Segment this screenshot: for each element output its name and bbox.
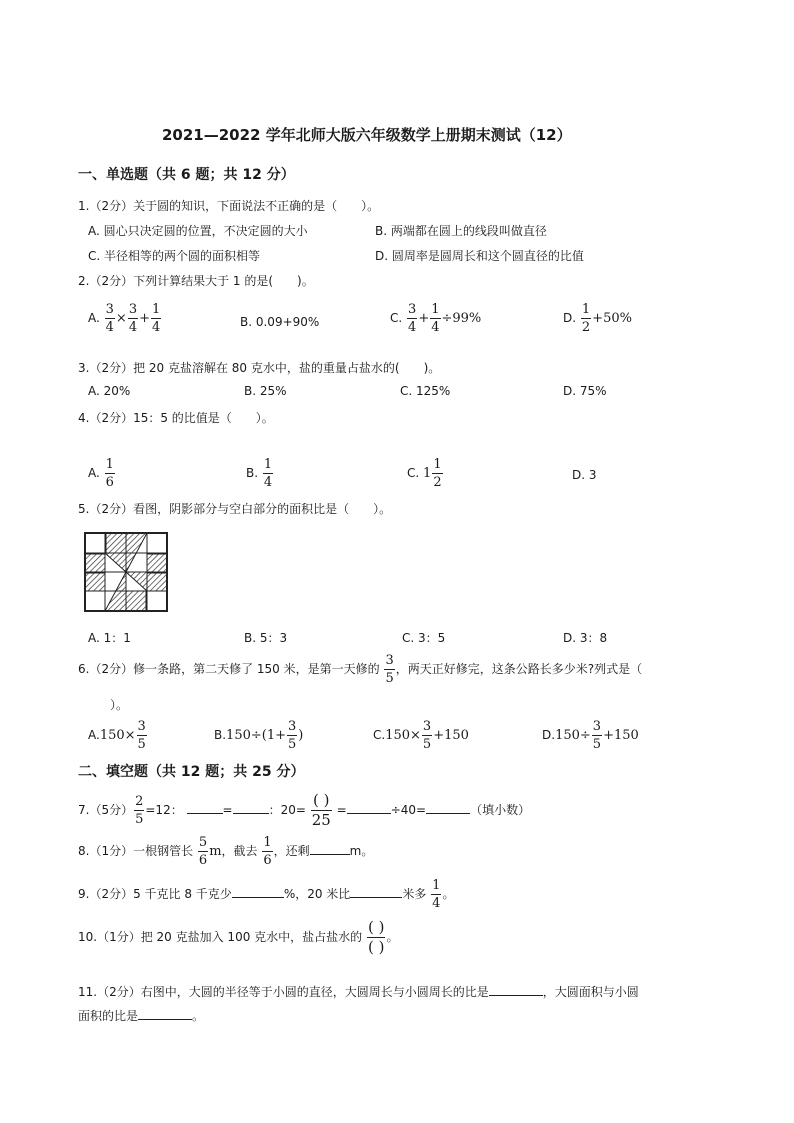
fraction: $\frac{5}{6}$ [198, 835, 208, 868]
fraction: $\frac{1}{6}$ [105, 457, 114, 490]
answer-blank[interactable] [233, 803, 269, 814]
fraction: $\frac{1}{4}$ [431, 302, 440, 335]
question-5-option-d[interactable]: D. 3：8 [563, 631, 608, 645]
fraction: $\frac{1}{6}$ [263, 835, 272, 868]
answer-blank[interactable] [232, 887, 284, 898]
question-3-option-a[interactable]: A. 20% [88, 384, 131, 398]
fraction: $\frac{3}{4}$ [105, 302, 114, 335]
option-label: A. [88, 311, 100, 325]
option-label: A. [88, 466, 100, 480]
fraction: $\frac{1}{4}$ [152, 302, 161, 335]
question-1-option-d[interactable]: D. 圆周率是圆周长和这个圆直径的比值 [375, 249, 584, 263]
question-1-option-b[interactable]: B. 两端都在圆上的线段叫做直径 [375, 224, 547, 238]
question-4-stem: 4.（2分）15：5 的比值是（ ）。 [78, 411, 274, 425]
question-5-option-a[interactable]: A. 1：1 [88, 631, 131, 645]
question-6-option-c[interactable]: C.150× $\frac{3}{5}$ +150 [373, 719, 469, 752]
option-label: C. [390, 311, 403, 325]
question-4-option-a[interactable] [88, 458, 116, 489]
option-label: D. [542, 728, 556, 742]
answer-blank[interactable] [187, 803, 223, 814]
page-title: 2021—2022 学年北师大版六年级数学上册期末测试（12） [162, 126, 572, 144]
question-10: 10.（1分）把 20 克盐加入 100 克水中，盐占盐水的 $\frac{( )}{( )}$ 。 [78, 918, 399, 956]
fraction: $\frac{3}{5}$ [592, 719, 602, 752]
question-8: 8.（1分）一根钢管长 $\frac{5}{6}$ m，截去 $\frac{1}{6}$ ，还剩 m。 [78, 835, 374, 868]
question-6-option-a[interactable]: A.150× $\frac{3}{5}$ [88, 719, 146, 752]
answer-blank[interactable] [426, 803, 470, 814]
question-9: 9.（2分）5 千克比 8 千克少 %，20 米比 米多 $\frac{1}{4}$ 。 [78, 878, 455, 911]
option-label: B. [246, 466, 259, 480]
question-5-stem: 5.（2分）看图，阴影部分与空白部分的面积比是（ ）。 [78, 502, 392, 516]
question-11-line2: 面积的比是 。 [78, 1009, 205, 1023]
question-1-stem: 1.（2分）关于圆的知识，下面说法不正确的是（ ）。 [78, 199, 380, 213]
fraction: $\frac{3}{5}$ [422, 719, 432, 752]
question-2-option-a[interactable]: A. $\frac{3}{4}$ × $\frac{3}{4}$ + $\frac{1}{4}$ [88, 302, 161, 335]
fraction: $\frac{3}{4}$ [128, 302, 138, 335]
answer-blank[interactable] [347, 803, 391, 814]
question-1-option-c[interactable]: C. 半径相等的两个圆的面积相等 [88, 249, 261, 263]
question-2-option-b[interactable]: B. 0.09+90% [240, 315, 320, 329]
question-2-option-c[interactable]: C. $\frac{3}{4}$ + $\frac{1}{4}$ ÷99% [390, 302, 482, 335]
question-4-option-b[interactable] [246, 458, 274, 489]
answer-blank[interactable] [310, 844, 350, 855]
question-6-stem-line2: ）。 [110, 698, 129, 712]
section-heading-single-choice: 一、单选题（共 6 题；共 12 分） [78, 167, 295, 183]
question-7: 7.（5分） $\frac{2}{5}$ =12： = ：20= $\frac{( )}{25}$ = ÷40= （填小数） [78, 791, 531, 829]
question-1-option-a[interactable]: A. 圆心只决定圆的位置，不决定圆的大小 [88, 224, 308, 238]
fraction-blank[interactable]: $\frac{( )}{25}$ [311, 791, 331, 829]
fraction: $\frac{1}{2}$ [433, 457, 442, 490]
question-6-option-d[interactable]: D.150÷ $\frac{3}{5}$ +150 [542, 719, 639, 752]
question-6-stem: 6.（2分）修一条路，第二天修了 150 米，是第一天修的 $\frac{3}{5}$ ，两天正好修完，这条公路长多少米?列式是（ [78, 653, 643, 686]
question-3-option-b[interactable]: B. 25% [244, 384, 287, 398]
question-4-option-d[interactable]: D. 3 [572, 468, 597, 482]
question-3-option-d[interactable]: D. 75% [563, 384, 607, 398]
fraction: $\frac{3}{5}$ [385, 653, 394, 686]
question-2-stem: 2.（2分）下列计算结果大于 1 的是( )。 [78, 274, 314, 288]
option-label: A. [88, 728, 100, 742]
option-label: B. [214, 728, 227, 742]
fraction: $\frac{3}{5}$ [288, 719, 297, 752]
fraction: $\frac{1}{4}$ [263, 457, 273, 490]
fraction: $\frac{3}{4}$ [408, 302, 417, 335]
fraction: $\frac{1}{4}$ [432, 878, 441, 911]
question-3-stem: 3.（2分）把 20 克盐溶解在 80 克水中，盐的重量占盐水的( )。 [78, 361, 441, 375]
question-4-option-c[interactable]: C. 1 $\frac{1}{2}$ [407, 457, 442, 490]
answer-blank[interactable] [350, 887, 402, 898]
section-heading-fill-in: 二、填空题（共 12 题；共 25 分） [78, 764, 305, 780]
fraction-blank[interactable]: $\frac{( )}{( )}$ [367, 918, 385, 956]
question-3-option-c[interactable]: C. 125% [400, 384, 451, 398]
question-11-line1: 11.（2分）右图中，大圆的半径等于小圆的直径，大圆周长与小圆周长的比是 ，大圆面积与小圆 [78, 985, 639, 999]
answer-blank[interactable] [138, 1009, 192, 1020]
option-label: D. [563, 311, 577, 325]
option-label: C. [373, 728, 386, 742]
fraction: $\frac{2}{5}$ [135, 794, 144, 827]
question-6-option-b[interactable]: B.150÷(1+ $\frac{3}{5}$ ) [214, 719, 304, 752]
shaded-square-figure [84, 532, 168, 612]
fraction: $\frac{3}{5}$ [137, 719, 146, 752]
answer-blank[interactable] [489, 985, 543, 996]
question-5-option-b[interactable]: B. 5：3 [244, 631, 288, 645]
question-2-option-d[interactable]: D. $\frac{1}{2}$ +50% [563, 302, 632, 335]
fraction: $\frac{1}{2}$ [581, 302, 591, 335]
question-5-option-c[interactable]: C. 3：5 [402, 631, 446, 645]
option-label: C. [407, 466, 420, 480]
